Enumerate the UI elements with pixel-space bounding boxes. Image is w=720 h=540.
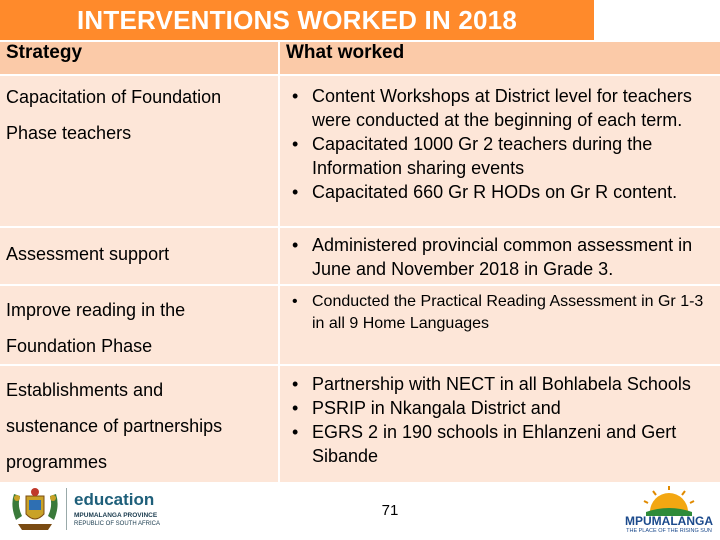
education-logo (6, 484, 176, 534)
what-worked-cell (279, 227, 720, 285)
strategy-line: programmes (6, 452, 108, 472)
table-row (0, 227, 720, 285)
strategy-line: sustenance of partnerships (6, 416, 223, 436)
coat-of-arms-icon (8, 486, 62, 532)
table-header-row (0, 42, 720, 75)
page-title: INTERVENTIONS WORKED IN 2018 (77, 4, 517, 35)
table-row (0, 75, 720, 227)
rising-sun-icon (642, 486, 696, 516)
title-banner (0, 0, 594, 40)
strategy-line: Phase teachers (6, 123, 132, 143)
mpumalanga-tagline: THE PLACE OF THE RISING SUN (626, 528, 712, 534)
province-name: MPUMALANGA PROVINCE (74, 512, 158, 519)
list-item: • Capacitated 1000 Gr 2 teachers during the Information sharing events (286, 132, 714, 180)
page-number: 71 (381, 502, 399, 519)
list-item: • Administered provincial common assessment in June and November 2018 in Grade 3. (286, 233, 714, 281)
strategy-line: Improve reading in the (6, 300, 186, 320)
education-wordmark: education (74, 490, 155, 509)
mpumalanga-wordmark: MPUMALANGA (625, 514, 713, 528)
strategy-cell (0, 365, 279, 491)
list-item: • Content Workshops at District level for teachers were conducted at the beginning of each term. (286, 84, 714, 132)
list-item: • PSRIP in Nkangala District and (286, 396, 714, 420)
what-worked-cell (279, 365, 720, 491)
strategy-cell (0, 285, 279, 365)
footer (0, 482, 720, 540)
logo-divider (66, 488, 67, 530)
strategy-line: Capacitation of Foundation (6, 87, 222, 107)
interventions-table (0, 42, 720, 492)
mpumalanga-logo (620, 484, 716, 538)
what-worked-cell (279, 75, 720, 227)
list-item: • Conducted the Practical Reading Assessment in Gr 1-3 in all 9 Home Languages (286, 291, 714, 335)
table-row (0, 365, 720, 491)
table-row (0, 285, 720, 365)
title-bar (0, 0, 720, 42)
list-item: • Capacitated 660 Gr R HODs on Gr R content. (286, 180, 714, 204)
list-item: • EGRS 2 in 190 schools in Ehlanzeni and Gert Sibande (286, 420, 714, 468)
header-strategy: Strategy (0, 42, 279, 75)
strategy-line: Assessment support (6, 244, 170, 264)
list-item: • Partnership with NECT in all Bohlabela Schools (286, 372, 714, 396)
strategy-cell (0, 227, 279, 285)
strategy-line: Foundation Phase (6, 336, 153, 356)
what-worked-cell (279, 285, 720, 365)
country-name: REPUBLIC OF SOUTH AFRICA (74, 521, 161, 527)
header-what-worked: What worked (279, 42, 720, 75)
strategy-line: Establishments and (6, 380, 164, 400)
strategy-cell (0, 75, 279, 227)
